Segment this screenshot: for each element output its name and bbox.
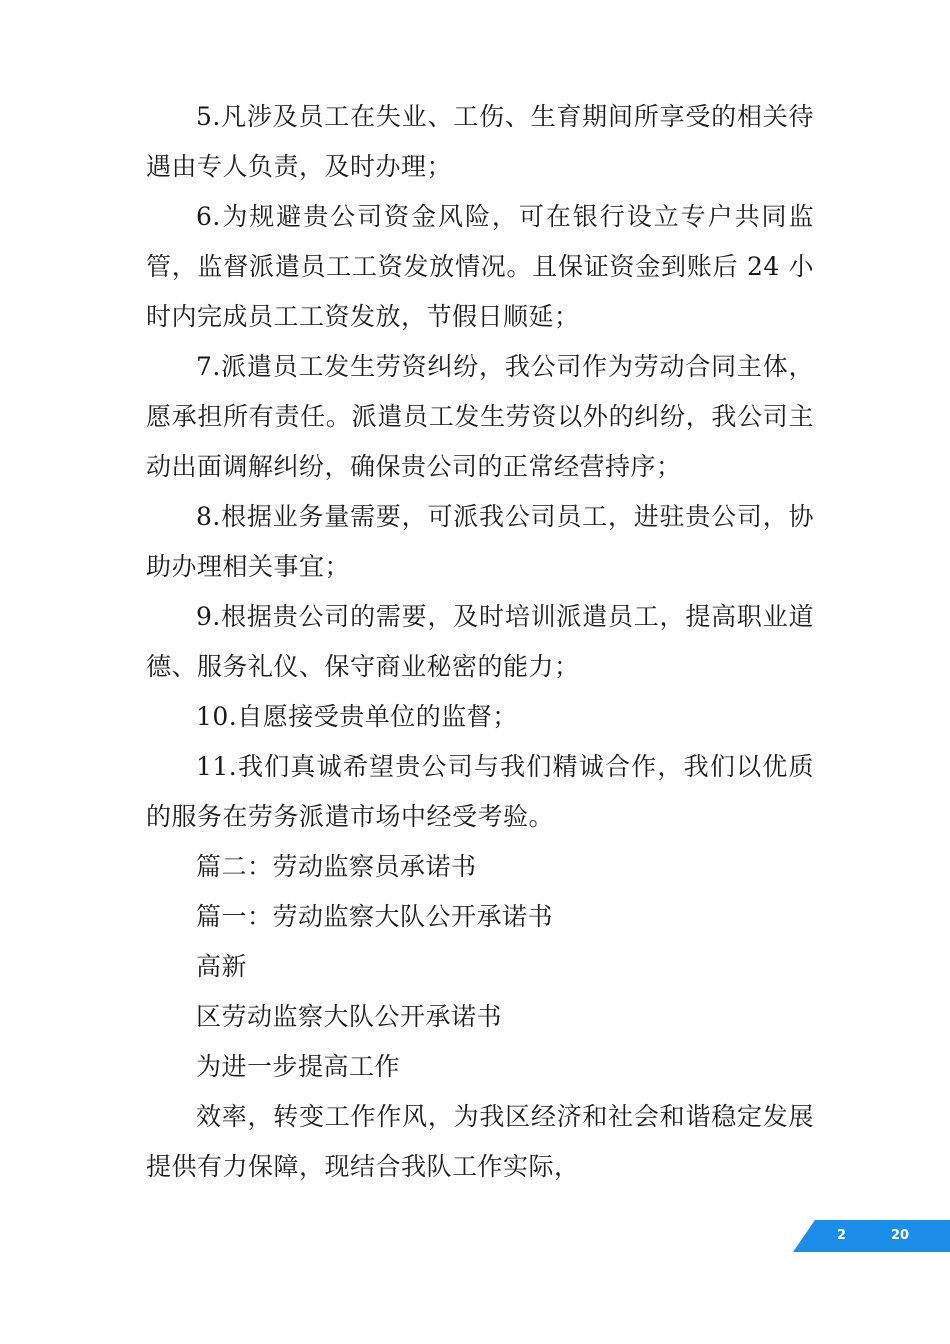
title-fragment-gaoxin: 高新 xyxy=(196,952,248,981)
paragraph-item-6: 6.为规避贵公司资金风险，可在银行设立专户共同监管，监督派遣员工工资发放情况。且保证资金到账后 24 小时内完成员工工资发放，节假日顺延； xyxy=(146,202,814,331)
intro-fragment: 为进一步提高工作 xyxy=(196,1052,401,1081)
section-heading-part-two: 篇二：劳动监察员承诺书 xyxy=(196,852,477,881)
total-pages-number: 20 xyxy=(891,1228,910,1243)
paragraph-item-11: 11.我们真诚希望贵公司与我们精诚合作，我们以优质的服务在劳务派遣市场中经受考验。 xyxy=(146,752,814,831)
paragraph-item-9: 9.根据贵公司的需要，及时培训派遣员工，提高职业道德、服务礼仪、保守商业秘密的能力； xyxy=(146,602,814,681)
paragraph-item-8: 8.根据业务量需要，可派我公司员工，进驻贵公司，协助办理相关事宜； xyxy=(146,502,814,581)
title-fragment-pledge: 区劳动监察大队公开承诺书 xyxy=(196,1002,503,1031)
page-badge-shape xyxy=(793,1220,950,1252)
current-page-number: 2 xyxy=(837,1228,847,1243)
paragraph-item-10: 10.自愿接受贵单位的监督； xyxy=(196,702,518,731)
intro-paragraph: 效率，转变工作作风，为我区经济和社会和谐稳定发展提供有力保障，现结合我队工作实际， xyxy=(146,1102,814,1181)
paragraph-item-5: 5.凡涉及员工在失业、工伤、生育期间所享受的相关待遇由专人负责，及时办理； xyxy=(146,102,814,181)
paragraph-item-7: 7.派遣员工发生劳资纠纷，我公司作为劳动合同主体，愿承担所有责任。派遣员工发生劳资以外的纠纷，我公司主动出面调解纠纷，确保贵公司的正常经营持序； xyxy=(146,352,814,481)
page-number-badge xyxy=(793,1220,950,1252)
document-body xyxy=(146,92,814,1192)
section-heading-part-one: 篇一：劳动监察大队公开承诺书 xyxy=(196,902,554,931)
